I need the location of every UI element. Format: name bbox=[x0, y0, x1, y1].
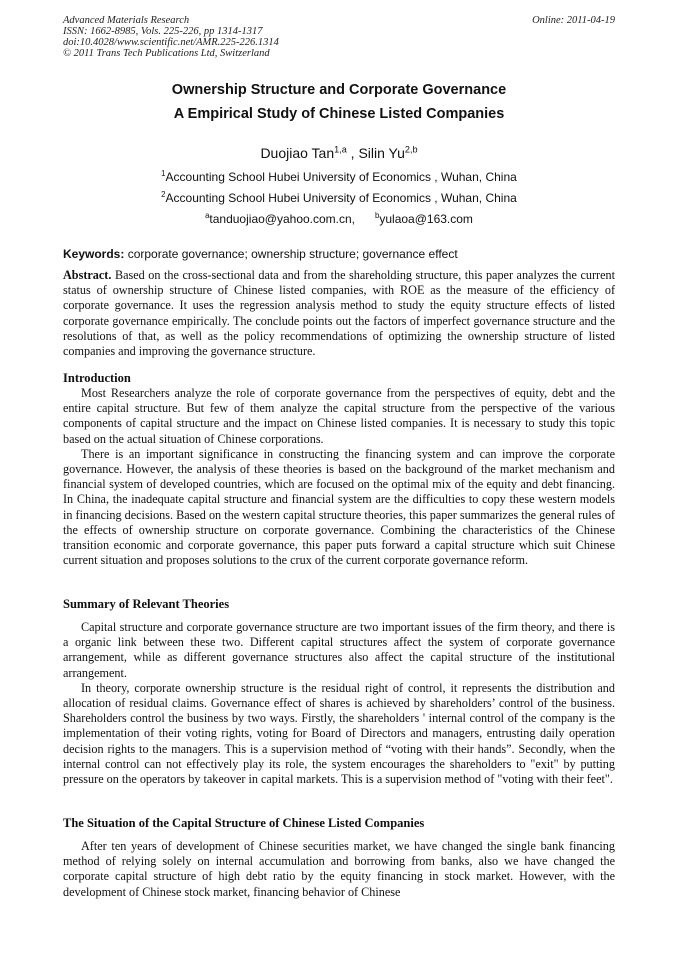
email-marker: b bbox=[375, 211, 380, 220]
author-superscript: 2,b bbox=[404, 144, 418, 155]
journal-header bbox=[63, 15, 615, 59]
section-heading-theories: Summary of Relevant Theories bbox=[63, 597, 230, 611]
author-name: Silin Yu bbox=[358, 145, 405, 161]
paper-title-line-1: Ownership Structure and Corporate Governance bbox=[171, 82, 507, 98]
author-separator: , bbox=[346, 145, 359, 161]
section-theories bbox=[63, 620, 615, 787]
paper-title-line-2: A Empirical Study of Chinese Listed Companies bbox=[173, 106, 505, 122]
paragraph: Capital structure and corporate governance structure are two important issues of the firm theory, and there is a organic link between these two. Different capital structures affect the system of corporate governance arrangement, while as different governance structures also affect the capital structure of the institutional arrangement. bbox=[63, 620, 615, 680]
affiliation-text: Accounting School Hubei University of Economics , Wuhan, China bbox=[165, 170, 517, 184]
paragraph: Most Researchers analyze the role of corporate governance from the perspectives of equity, debt and the entire capital structure. But few of them analyze the capital structure from the perspective of the various components of capital structure and the impact on Chinese listed companies. It is necessary to study this topic based on the actual situation of Chinese corporations. bbox=[63, 386, 615, 446]
section-heading-introduction: Introduction bbox=[63, 371, 131, 385]
abstract bbox=[63, 268, 615, 359]
author-superscript: 1,a bbox=[334, 144, 347, 155]
affiliation-marker: 1 bbox=[161, 169, 166, 178]
journal-issn: ISSN: 1662-8985, Vols. 225-226, pp 1314-1317 bbox=[63, 26, 263, 37]
online-date: Online: 2011-04-19 bbox=[532, 15, 615, 26]
author-emails bbox=[0, 212, 678, 226]
journal-copyright: © 2011 Trans Tech Publications Ltd, Switzerland bbox=[63, 48, 270, 59]
email-link[interactable]: tanduojiao@yahoo.com.cn, bbox=[209, 212, 356, 226]
paragraph: In theory, corporate ownership structure is the residual right of control, it represents the distribution and allocation of residual claims. Governance effect of shares is achieved by shareholders’ control of the business. Shareholders control the business by two ways. Firstly, the shareholders ' internal control of the company is the implementation of their voting rights, voting for Board of Directors and managers, entrusting daily operation decision rights to the managers. This is a supervision method of “voting with their hands”. Secondly, when the internal control can not effectively play its role, the system encourages the shareholders to "exit" by putting pressure on the operators by takeover in capital markets. This is a supervision method of "voting with their feet". bbox=[63, 680, 615, 787]
email-link[interactable]: yulaoa@163.com bbox=[379, 212, 473, 226]
paragraph: There is an important significance in constructing the financing system and can improve the corporate governance. However, the analysis of these theories is based on the background of the market mechanism and financial system of developed countries, which are focused on the optimal mix of the equity and debt financing. In China, the inadequate capital structure and financial system are the difficulties to copy these western models in financing decisions. Based on the western capital structure theories, this paper summarizes the general rules of the effects of ownership structure on corporate governance. Combining the characteristics of the Chinese transition economic and corporate governance, this paper puts forward a capital structure which suit Chinese current situation and proposes solutions to the crux of the current corporate governance reform. bbox=[63, 446, 615, 568]
affiliation bbox=[0, 170, 678, 184]
paragraph: After ten years of development of Chinese securities market, we have changed the single bank financing method of relying solely on internal accumulation and borrowing from banks, also we have changed the corporate capital structure of high debt ratio by the equity financing in stock market. However, with the development of Chinese stock market, financing behavior of Chinese bbox=[63, 839, 615, 899]
keywords-text: corporate governance; ownership structure; governance effect bbox=[127, 247, 458, 261]
affiliation-text: Accounting School Hubei University of Economics , Wuhan, China bbox=[165, 191, 517, 205]
section-heading-situation: The Situation of the Capital Structure of Chinese Listed Companies bbox=[63, 816, 425, 830]
author-name: Duojiao Tan bbox=[260, 145, 335, 161]
section-situation bbox=[63, 839, 615, 900]
author-list bbox=[0, 145, 678, 161]
keywords bbox=[63, 247, 615, 261]
journal-name: Advanced Materials Research bbox=[63, 15, 190, 26]
journal-doi: doi:10.4028/www.scientific.net/AMR.225-226.1314 bbox=[63, 37, 279, 48]
keywords-label: Keywords: bbox=[63, 247, 125, 261]
email-marker: a bbox=[205, 211, 210, 220]
abstract-text: Based on the cross-sectional data and from the shareholding structure, this paper analyzes the current status of ownership structure of Chinese listed companies, with ROE as the measure of the efficiency of corporate governance. It uses the regression analysis method to study the equity structure effects of listed corporate governance empirically. The conclude points out the factors of imperfect governance structure and the resolutions of that, as well as the policy recommendations of optimizing the ownership structure of listed companies and improving the governance structure. bbox=[63, 268, 615, 359]
section-introduction bbox=[63, 386, 615, 568]
affiliation-marker: 2 bbox=[161, 190, 166, 199]
affiliation bbox=[0, 191, 678, 205]
abstract-label: Abstract. bbox=[63, 268, 112, 282]
